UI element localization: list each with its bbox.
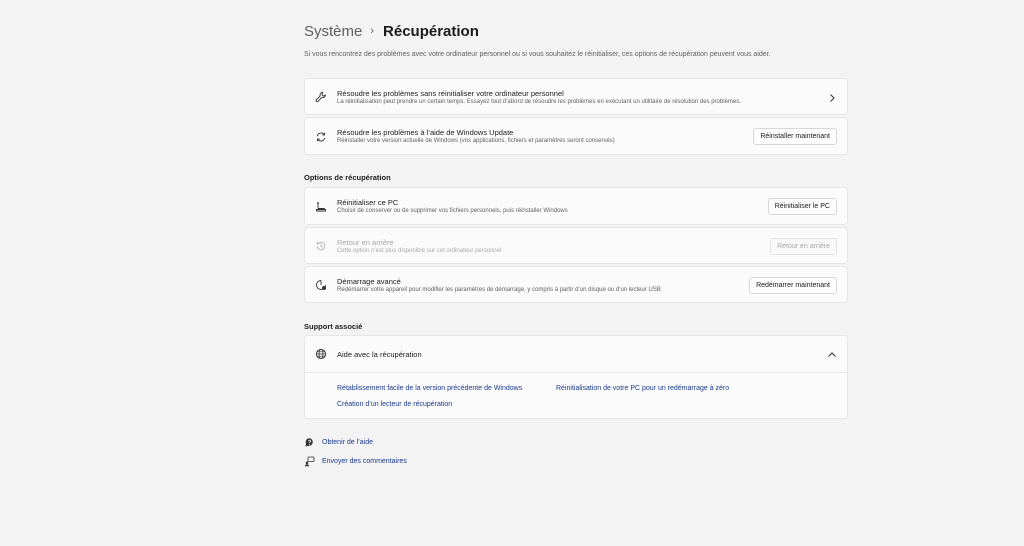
feedback-icon (304, 456, 315, 467)
reset-pc-title: Réinitialiser ce PC (337, 198, 399, 207)
expander-title: Aide avec la récupération (337, 350, 422, 359)
history-icon (315, 240, 327, 252)
advanced-startup-card (304, 266, 848, 303)
reset-pc-card (304, 187, 848, 225)
send-feedback-label: Envoyer des commentaires (322, 457, 407, 465)
recovery-help-expander (304, 335, 848, 419)
get-help-link[interactable] (304, 436, 373, 448)
chevron-up-icon[interactable] (827, 350, 837, 360)
windows-update-card (304, 117, 848, 155)
reset-pc-button[interactable]: Réinitialiser le PC (768, 198, 837, 215)
wrench-icon (315, 91, 327, 103)
troubleshoot-title: Résoudre les problèmes sans réinitialiser votre ordinateur personnel (337, 89, 564, 98)
chevron-right-icon[interactable] (827, 93, 837, 103)
get-help-label: Obtenir de l’aide (322, 438, 373, 446)
recovery-options-heading: Options de récupération (304, 173, 391, 182)
reinstall-now-button[interactable]: Réinstaller maintenant (753, 128, 837, 145)
troubleshoot-desc: La réinitialisation peut prendre un certain temps. Essayez tout d’abord de résoudre les problèmes en exécutant un utilitaire de résolution des problèmes. (337, 99, 741, 105)
send-feedback-link[interactable] (304, 455, 407, 467)
reset-pc-desc: Choisir de conserver ou de supprimer vos fichiers personnels, puis réinstaller Windows (337, 208, 568, 214)
sync-icon (315, 131, 327, 143)
go-back-desc: Cette option n’est plus disponible sur cet ordinateur personnel (337, 248, 502, 254)
breadcrumb (304, 20, 479, 42)
troubleshoot-card[interactable] (304, 78, 848, 115)
link-rollback-windows[interactable]: Rétablissement facile de la version précédente de Windows (337, 385, 523, 392)
windows-update-desc: Réinstaller votre version actuelle de Windows (vos applications, fichiers et paramètres seront conservés) (337, 138, 615, 144)
breadcrumb-separator: › (370, 25, 375, 37)
go-back-card (304, 227, 848, 264)
link-recovery-drive[interactable]: Création d’un lecteur de récupération (337, 401, 453, 408)
expander-header[interactable] (305, 336, 847, 373)
windows-update-title: Résoudre les problèmes à l’aide de Windows Update (337, 128, 514, 137)
related-support-heading: Support associé (304, 322, 363, 331)
go-back-title: Retour en arrière (337, 238, 394, 247)
intro-text: Si vous rencontrez des problèmes avec votre ordinateur personnel ou si vous souhaitez le réinitialiser, ces options de récupération peuvent vous aider. (304, 51, 771, 58)
page-title: Récupération (383, 22, 479, 40)
advanced-startup-icon (315, 279, 327, 291)
help-icon (304, 437, 315, 448)
reset-pc-icon (315, 201, 327, 213)
globe-icon (315, 348, 327, 360)
advanced-startup-desc: Redémarrer votre appareil pour modifier les paramètres de démarrage, y compris à partir d’un disque ou d’un lecteur USB (337, 287, 661, 293)
go-back-button[interactable]: Retour en arrière (770, 238, 837, 255)
advanced-startup-title: Démarrage avancé (337, 277, 401, 286)
breadcrumb-parent[interactable]: Système (304, 22, 363, 40)
link-reset-pc[interactable]: Réinitialisation de votre PC pour un redémarrage à zéro (556, 385, 730, 392)
restart-now-button[interactable]: Redémarrer maintenant (749, 277, 837, 294)
